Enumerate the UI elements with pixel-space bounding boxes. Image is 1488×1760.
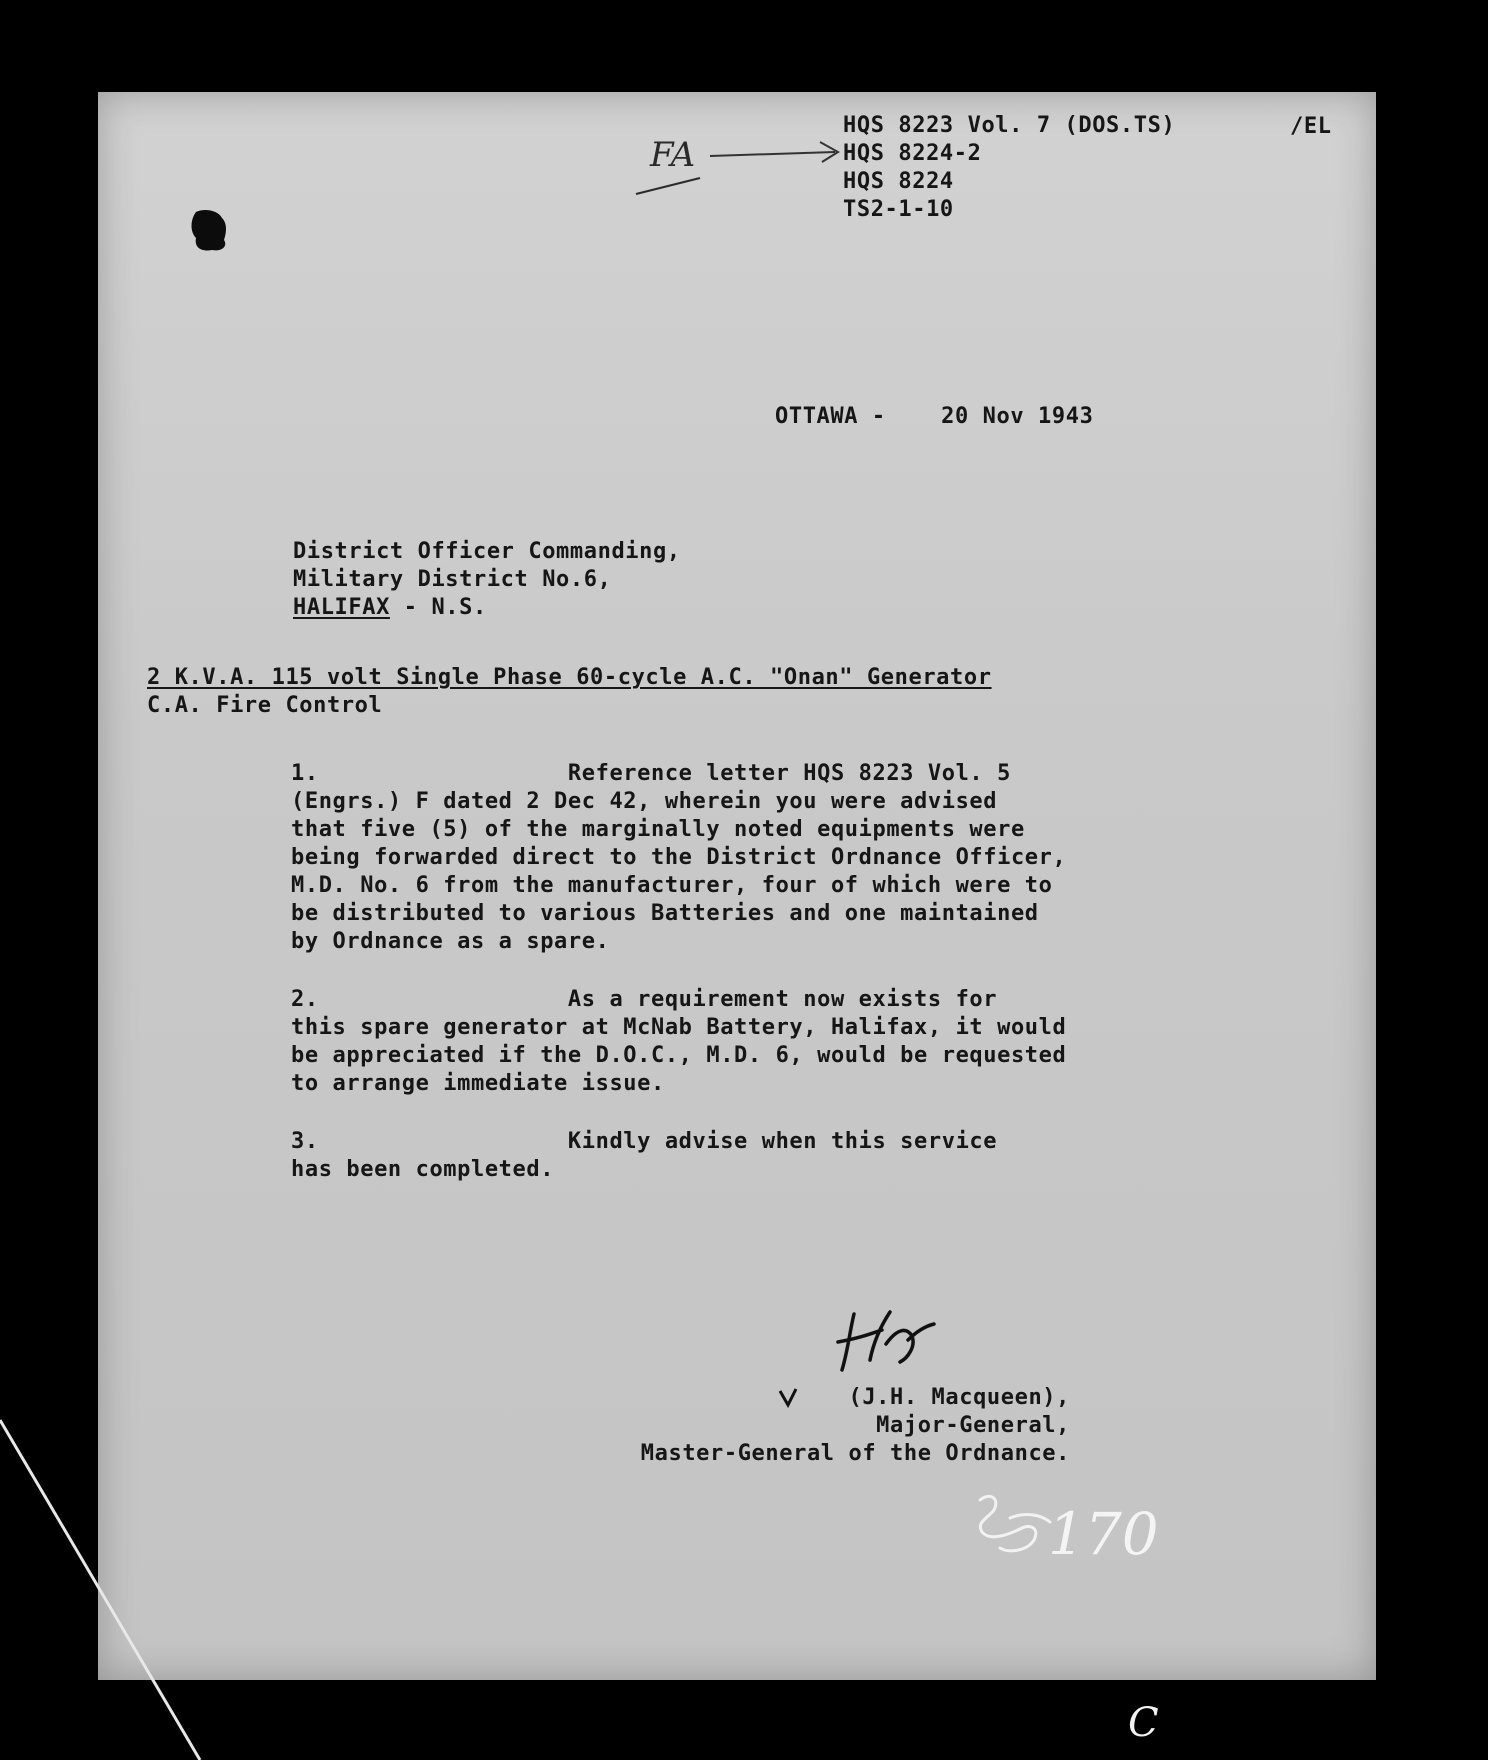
file-reference-block [843, 112, 1175, 224]
paragraph-2: 2. As a requirement now exists for this spare generator at McNab Battery, Halifax, it would be appreciated if the D.O.C., M.D. 6, would be requested to arrange immediate issue. [291, 987, 1067, 1096]
corner-handwritten-mark: C [1128, 1700, 1159, 1746]
margin-arrow-mark [630, 120, 850, 200]
addressee-line: District Officer Commanding, [293, 539, 681, 564]
subject-block [147, 664, 992, 720]
subject-line: 2 K.V.A. 115 volt Single Phase 60-cycle A.C. "Onan" Generator [147, 665, 992, 690]
margin-initials: FA [650, 135, 696, 175]
handwritten-page-number: 170 [1048, 1500, 1159, 1568]
handwritten-signature [830, 1300, 940, 1380]
addressee-city: HALIFAX [293, 595, 390, 620]
file-ref-line: TS2-1-10 [843, 197, 954, 222]
file-ref-suffix: /EL [1290, 114, 1332, 139]
signature-block [641, 1384, 1070, 1468]
addressee-line: Military District No.6, [293, 567, 612, 592]
signatory-title: Master-General of the Ordnance. [640, 1441, 1070, 1466]
file-ref-line: HQS 8223 Vol. 7 (DOS.TS) [843, 113, 1176, 138]
paragraph-1: 1. Reference letter HQS 8223 Vol. 5 (Engrs.) F dated 2 Dec 42, wherein you were advised that five (5) of the marginally noted equipments were being forwarded direct to the District Ordnance Officer, M.D. No. 6 from the manufacturer, four of which were to be distributed to various Batteries and one maintained by Ordnance as a spare. [291, 761, 1067, 954]
place-date-line: OTTAWA - 20 Nov 1943 [775, 404, 1094, 429]
addressee-province: - N.S. [389, 595, 487, 620]
addressee-block [293, 538, 681, 622]
addressee-city-line [293, 594, 681, 622]
subject-line: C.A. Fire Control [147, 693, 383, 718]
signatory-rank: Major-General, [876, 1413, 1070, 1438]
ink-blot-mark [188, 208, 230, 252]
handwritten-initials [970, 1488, 1060, 1568]
file-ref-line: HQS 8224-2 [843, 141, 982, 166]
paragraph-3: 3. Kindly advise when this service has been completed. [291, 1129, 998, 1182]
file-ref-line: HQS 8224 [843, 169, 954, 194]
film-scratch [0, 1380, 300, 1760]
signatory-name: (J.H. Macqueen), [848, 1385, 1070, 1410]
